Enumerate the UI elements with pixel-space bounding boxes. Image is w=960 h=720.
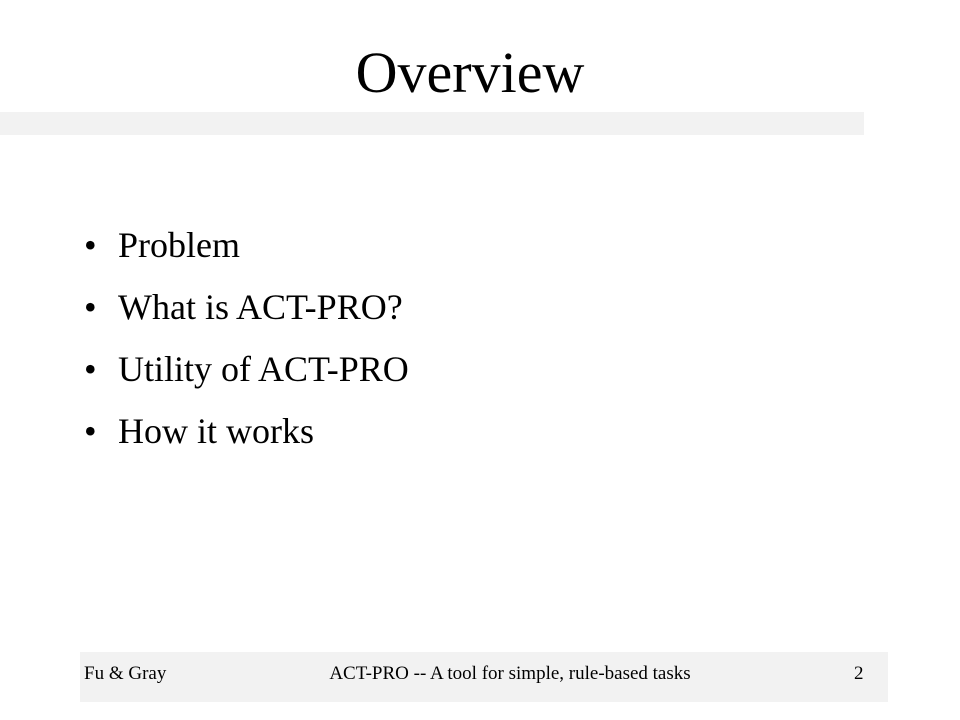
bullet-text: Problem <box>118 225 240 265</box>
footer-title: ACT-PRO -- A tool for simple, rule-based tasks <box>329 663 691 684</box>
bullet-dot-icon: • <box>84 349 97 389</box>
bullet-dot-icon: • <box>84 287 97 327</box>
bullet-text: What is ACT-PRO? <box>118 287 403 327</box>
footer-author: Fu & Gray <box>84 663 167 684</box>
bullet-item-what-is <box>84 276 409 338</box>
bullet-dot-icon: • <box>84 225 97 265</box>
footer-page-number: 2 <box>854 663 864 684</box>
slide-title: Overview <box>355 40 585 105</box>
bullet-item-problem <box>84 214 409 276</box>
bullet-item-how-it-works <box>84 400 409 462</box>
bullet-item-utility <box>84 338 409 400</box>
bullet-dot-icon: • <box>84 411 97 451</box>
bullet-list <box>84 214 409 462</box>
bullet-text: How it works <box>118 411 314 451</box>
title-underline-band <box>0 112 864 135</box>
bullet-text: Utility of ACT-PRO <box>118 349 409 389</box>
